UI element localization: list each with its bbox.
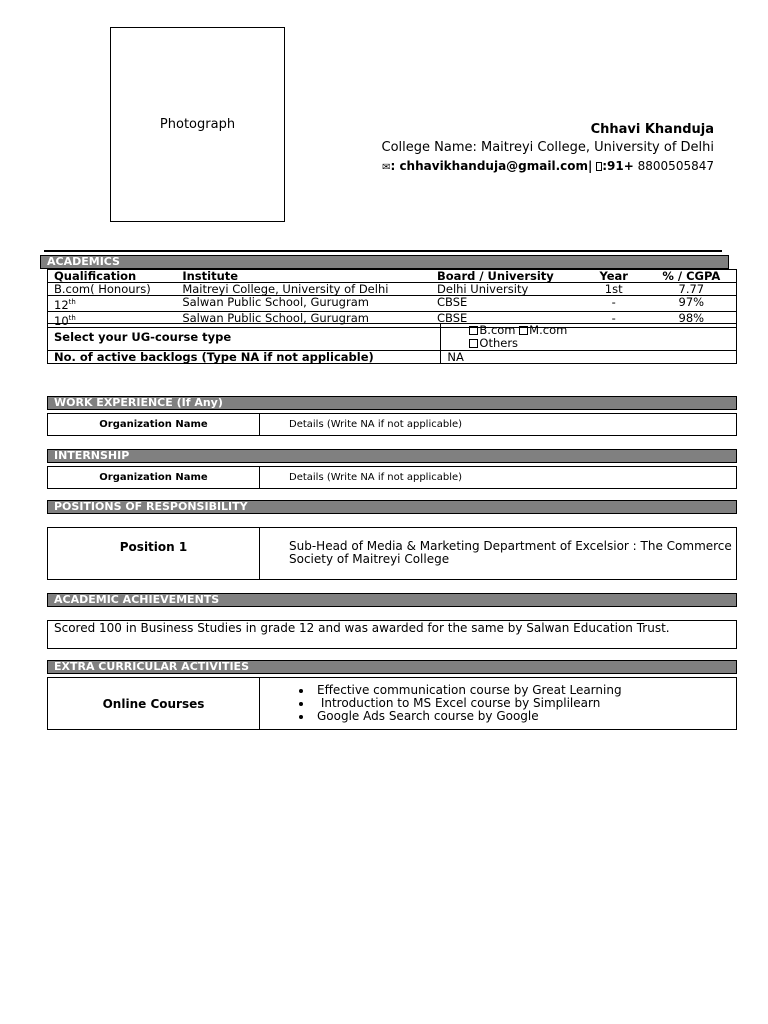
col-institute: Institute [176, 270, 431, 283]
achievement-text: Scored 100 in Business Studies in grade 12 and was awarded for the same by Salwan Education Trust. [54, 621, 670, 635]
qualification: B.com( Honours) [48, 283, 177, 296]
contact-line [382, 157, 715, 177]
position-1-label: Position 1 [48, 528, 260, 580]
institute: Salwan Public School, Gurugram [182, 310, 369, 325]
cgpa: 7.77 [647, 283, 737, 296]
year: - [581, 296, 647, 312]
internship-heading: INTERNSHIP [47, 449, 737, 463]
board: Delhi University [431, 283, 581, 296]
contact-block [382, 121, 715, 177]
achievements-box [47, 620, 737, 649]
ug-course-table [47, 323, 737, 364]
qualification: 10th [54, 313, 76, 328]
year: 1st [581, 283, 647, 296]
bcom-checkbox[interactable] [469, 323, 515, 337]
qualification: 12th [48, 296, 177, 312]
extra-curricular-table [47, 677, 737, 730]
list-item: • Introduction to MS Excel course by Simplilearn [313, 697, 735, 710]
checkbox-icon [469, 326, 478, 335]
envelope-icon: ✉ [382, 162, 391, 173]
photograph-label: Photograph [159, 117, 236, 132]
mcom-label: M.com [529, 323, 568, 337]
checkbox-icon [519, 326, 528, 335]
organization-name-label: Organization Name [48, 467, 260, 489]
col-board: Board / University [431, 270, 581, 283]
cgpa: 98% [678, 310, 705, 325]
phone-number: 8800505847 [637, 159, 714, 173]
work-experience-table [47, 413, 737, 436]
year: - [611, 310, 616, 325]
internship-details[interactable]: Details (Write NA if not applicable) [260, 467, 737, 489]
internship-table [47, 466, 737, 489]
phone-separator: | [588, 159, 593, 173]
ug-course-options [441, 324, 737, 351]
email: : chhavikhanduja@gmail.com [390, 159, 589, 173]
institute: Salwan Public School, Gurugram [176, 296, 431, 312]
institute: Maitreyi College, University of Delhi [176, 283, 431, 296]
col-qualification: Qualification [48, 270, 177, 283]
others-label: Others [479, 336, 519, 350]
cgpa: 97% [647, 296, 737, 312]
board: CBSE [437, 310, 468, 325]
academics-header-row [48, 270, 737, 283]
mcom-checkbox[interactable] [519, 323, 567, 337]
positions-heading: POSITIONS OF RESPONSIBILITY [47, 500, 737, 514]
bcom-label: B.com [479, 323, 516, 337]
ug-course-label: Select your UG-course type [48, 324, 441, 351]
backlogs-value[interactable]: NA [441, 351, 737, 364]
list-item: • Google Ads Search course by Google [313, 710, 735, 723]
online-courses-list [260, 678, 737, 730]
academics-table [47, 269, 737, 328]
phone-label: :91+ [602, 159, 634, 173]
position-1-details[interactable]: Sub-Head of Media & Marketing Department of Excelsior : The Commerce Society of Maitreyi College [260, 528, 737, 580]
list-item: • Effective communication course by Great Learning [313, 684, 735, 697]
college-name: College Name: Maitreyi College, University of Delhi [381, 140, 714, 155]
others-checkbox[interactable] [469, 336, 518, 350]
work-details[interactable]: Details (Write NA if not applicable) [260, 414, 737, 436]
photograph-placeholder [110, 27, 285, 222]
positions-table [47, 527, 737, 580]
online-courses-label: Online Courses [48, 678, 260, 730]
header-divider [44, 250, 722, 252]
table-row [48, 283, 737, 296]
col-year: Year [581, 270, 647, 283]
candidate-name: Chhavi Khanduja [590, 122, 714, 137]
checkbox-icon [469, 339, 478, 348]
extra-curricular-heading: EXTRA CURRICULAR ACTIVITIES [47, 660, 737, 674]
table-row [48, 296, 737, 312]
work-experience-heading: WORK EXPERIENCE (If Any) [47, 396, 737, 410]
backlogs-label: No. of active backlogs (Type NA if not applicable) [48, 351, 441, 364]
board: CBSE [431, 296, 581, 312]
achievements-heading: ACADEMIC ACHIEVEMENTS [47, 593, 737, 607]
col-cgpa: % / CGPA [647, 270, 737, 283]
academics-heading: ACADEMICS [40, 255, 729, 269]
organization-name-label: Organization Name [48, 414, 260, 436]
